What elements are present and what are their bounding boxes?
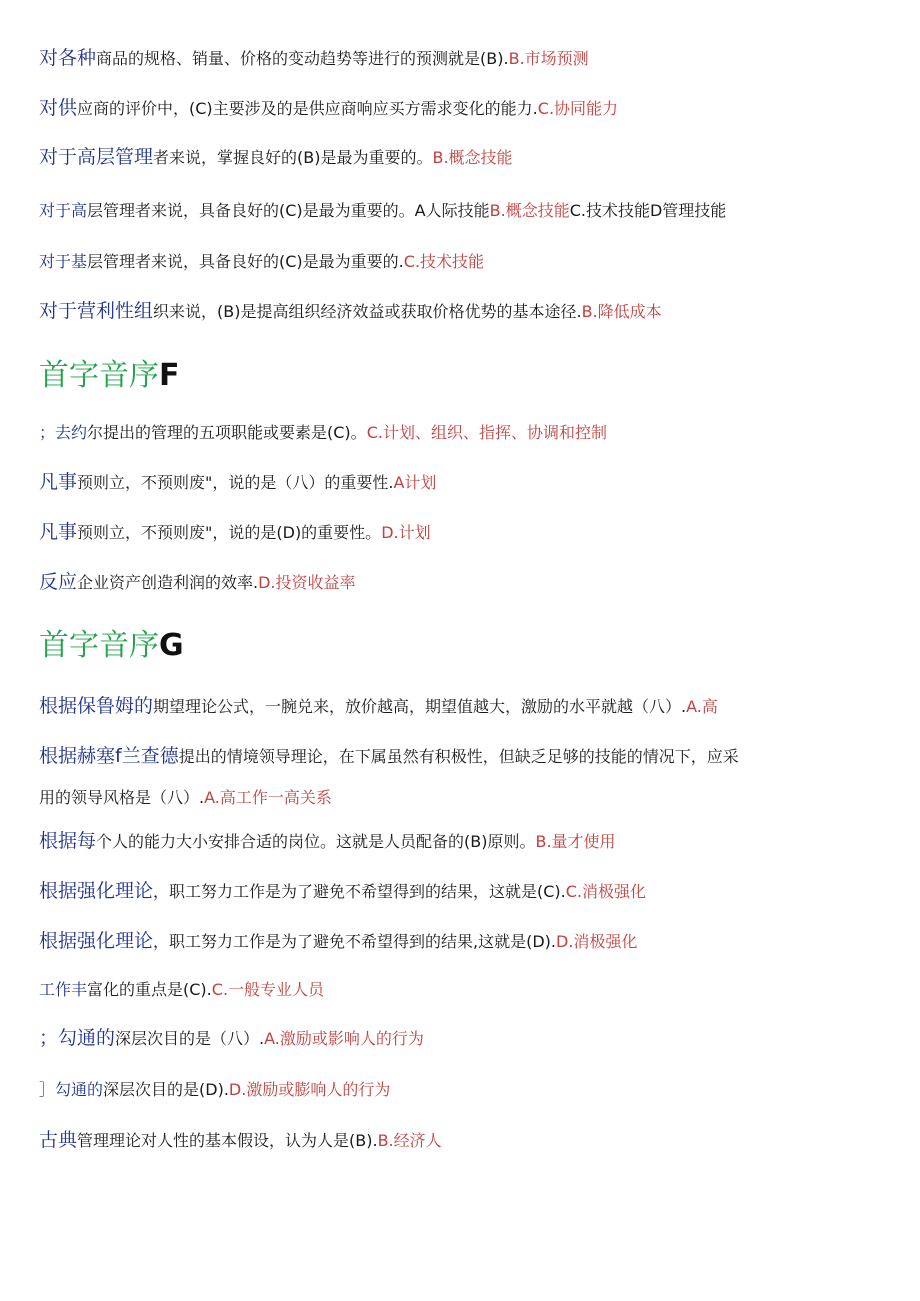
section-heading-letter: F (159, 358, 180, 393)
entry-body: 商品的规格、销量、价格的变动趋势等进行的预测就是(B). (96, 49, 509, 68)
entry-body: 深层次目的是（八）. (115, 1029, 265, 1048)
entry-lead: 根据赫塞f兰查德 (39, 745, 179, 767)
entry-answer: B.经济人 (377, 1131, 442, 1150)
entry-body: 层管理者来说，具备良好的(C)是最为重要的. (87, 252, 404, 271)
entry-answer: D.消极强化 (556, 932, 638, 951)
entry-lead: 对各种 (39, 47, 97, 69)
entry-line (39, 570, 356, 595)
entry-line (39, 421, 607, 445)
entry-line (39, 694, 718, 719)
entry-line (39, 96, 618, 121)
entry-body: 者来说，掌握良好的(B)是最为重要的。 (153, 148, 433, 167)
entry-body: ，职工努力工作是为了避免不希望得到的结果，这就是(C). (153, 882, 566, 901)
entry-answer: C.计划、组织、指挥、协调和控制 (366, 423, 607, 442)
entry-body: 个人的能力大小安排合适的岗位。这就是人员配备的(B)原则。 (96, 832, 536, 851)
entry-body: 企业资产创造利润的效率. (77, 573, 259, 592)
entry-line (39, 929, 637, 954)
entry-line (39, 879, 646, 904)
entry-answer: B.概念技能 (489, 201, 570, 220)
entry-body: 层管理者来说，具备良好的(C)是最为重要的。A人际技能 (87, 201, 490, 220)
entry-answer: B.降低成本 (581, 302, 662, 321)
entry-lead: 对于高 (39, 201, 88, 220)
entry-lead: ］勾通的 (39, 1080, 104, 1099)
entry-answer: D.计划 (381, 523, 431, 542)
entry-line (39, 250, 484, 274)
entry-answer: A计划 (393, 473, 437, 492)
entry-body: 预则立，不预则废"，说的是（八）的重要性. (77, 473, 394, 492)
entry-lead: 对于基 (39, 252, 88, 271)
entry-line (39, 1128, 442, 1153)
entry-line (39, 470, 436, 495)
entry-body: 织来说，(B)是提高组织经济效益或获取价格优势的基本途径. (153, 302, 582, 321)
entry-body: 尔提出的管理的五项职能或要素是(C)。 (87, 423, 367, 442)
entry-lead: 根据保鲁姆的 (39, 695, 154, 717)
entry-lead: ；勾通的 (39, 1027, 116, 1049)
entry-lead: ；去约 (39, 423, 88, 442)
entry-line (39, 299, 662, 324)
entry-line (39, 520, 431, 545)
entry-line (39, 978, 324, 1002)
entry-lead: 对供 (39, 97, 78, 119)
entry-answer: D.激励或膨响人的行为 (228, 1080, 391, 1099)
entry-body: 提出的情境领导理论，在下属虽然有积极性，但缺乏足够的技能的情况下，应采 (178, 747, 739, 766)
entry-line (39, 199, 726, 223)
entry-answer: C.协同能力 (537, 99, 619, 118)
entry-line (39, 786, 332, 810)
entry-lead: 根据每 (39, 830, 97, 852)
entry-answer: C.消极强化 (565, 882, 647, 901)
entry-answer: A.高工作一高关系 (204, 788, 332, 807)
entry-line (39, 744, 739, 769)
entry-answer: B.概念技能 (432, 148, 513, 167)
entry-lead: 根据强化理论 (39, 880, 154, 902)
entry-lead: 根据强化理论 (39, 930, 154, 952)
entry-tail: C.技术技能D管理技能 (569, 201, 727, 220)
entry-line (39, 1026, 424, 1051)
entry-body: ，职工努力工作是为了避免不希望得到的结果,这就是(D). (153, 932, 556, 951)
entry-body: 期望理论公式，一腕兑来，放价越高，期望值越大，激励的水平就越（八）. (153, 697, 687, 716)
entry-lead: 对于高层管理 (39, 146, 154, 168)
section-heading-text: 首字音序 (39, 628, 159, 663)
entry-lead: 工作丰 (39, 980, 88, 999)
section-heading-text: 首字音序 (39, 358, 159, 393)
entry-body: 用的领导风格是（八）. (39, 788, 205, 807)
entry-body: 深层次目的是(D). (103, 1080, 229, 1099)
entry-body: 管理理论对人性的基本假设，认为人是(B). (77, 1131, 378, 1150)
section-heading (39, 626, 184, 666)
entry-lead: 反应 (39, 571, 78, 593)
entry-body: 应商的评价中，(C)主要涉及的是供应商响应买方需求变化的能力. (77, 99, 538, 118)
entry-line (39, 1078, 390, 1102)
entry-lead: 凡事 (39, 471, 78, 493)
entry-lead: 凡事 (39, 521, 78, 543)
entry-answer: C.技术技能 (403, 252, 485, 271)
entry-answer: A.激励或影响人的行为 (264, 1029, 424, 1048)
entry-answer: A.高 (686, 697, 718, 716)
entry-line (39, 145, 513, 170)
section-heading-letter: G (159, 628, 184, 663)
entry-answer: D.投资收益率 (258, 573, 356, 592)
entry-answer: C.一般专业人员 (211, 980, 325, 999)
entry-line (39, 46, 589, 71)
section-heading (39, 356, 180, 396)
entry-body: 富化的重点是(C). (87, 980, 212, 999)
entry-answer: B.市场预测 (508, 49, 589, 68)
entry-answer: B.量才使用 (535, 832, 616, 851)
entry-line (39, 829, 616, 854)
entry-body: 预则立，不预则废"，说的是(D)的重要性。 (77, 523, 382, 542)
entry-lead: 古典 (39, 1129, 78, 1151)
entry-lead: 对于营利性组 (39, 300, 154, 322)
